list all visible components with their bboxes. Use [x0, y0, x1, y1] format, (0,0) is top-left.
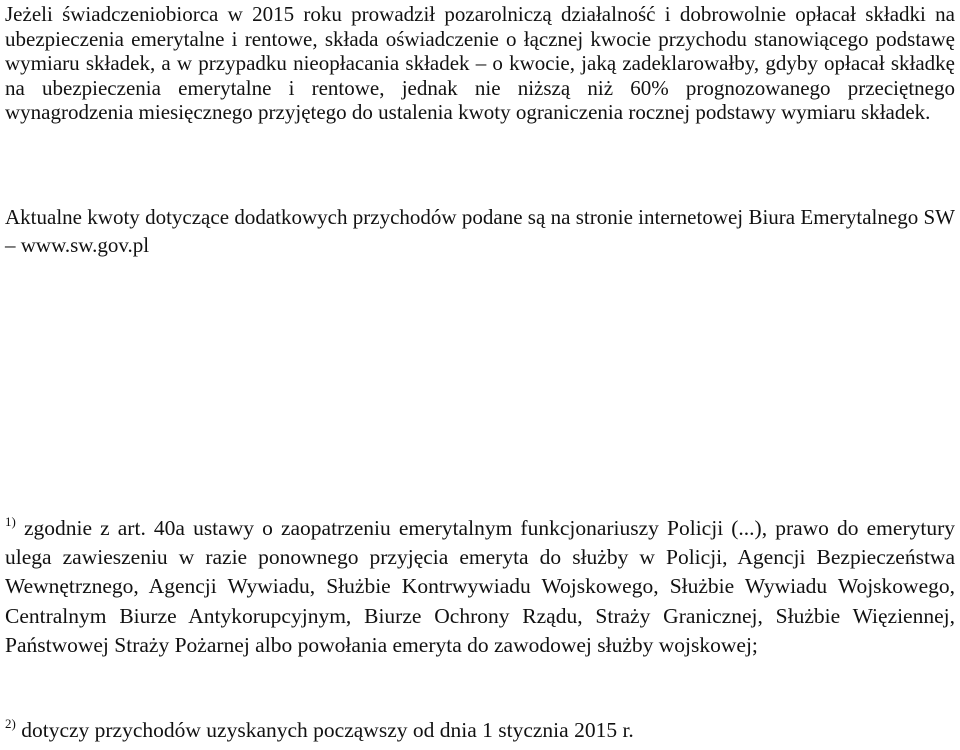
website-link[interactable]: www.sw.gov.pl — [20, 233, 150, 257]
footnote-2-marker: 2) — [5, 716, 16, 731]
footnote-1-text: zgodnie z art. 40a ustawy o zaopatrzeniu emerytalnym funkcjonariuszy Policji (...), prawo do emerytury ulega zawieszeniu w razie ponownego przyjęcia emeryta do służby w Policji, Agencji Bezpieczeństwa Wewnętrznego, Agencji Wywiadu, Służbie Kontrwywiadu Wojskowego, Służbie Wywiadu Wojskowego, Centralnym Biurze Antykorupcyjnym, Biurze Ochrony Rządu, Straży Granicznej, Służbie Więziennej, Państwowej Straży Pożarnej albo powołania emeryta do zawodowej służby wojskowej; — [5, 516, 955, 657]
info-paragraph-text: Aktualne kwoty dotyczące dodatkowych przychodów podane są na stronie internetowej Biura Emerytalnego SW – — [5, 205, 955, 257]
footnote-2 — [5, 716, 955, 745]
footnote-1 — [5, 514, 955, 660]
main-paragraph: Jeżeli świadczeniobiorca w 2015 roku prowadził pozarolniczą działalność i dobrowolnie opłacał składki na ubezpieczenia emerytalne i rentowe, składa oświadczenie o łącznej kwocie przychodu stanowiącego podstawę wymiaru składek, a w przypadku nieopłacania składek – o kwocie, jaką zadeklarowałby, gdyby opłacał składkę na ubezpieczenia emerytalne i rentowe, jednak nie niższą niż 60% prognozowanego przeciętnego wynagrodzenia miesięcznego przyjętego do ustalenia kwoty ograniczenia rocznej podstawy wymiaru składek. — [5, 2, 955, 125]
info-paragraph — [5, 203, 955, 259]
footnote-1-marker: 1) — [5, 514, 16, 529]
footnote-2-text: dotyczy przychodów uzyskanych począwszy od dnia 1 stycznia 2015 r. — [15, 718, 634, 742]
